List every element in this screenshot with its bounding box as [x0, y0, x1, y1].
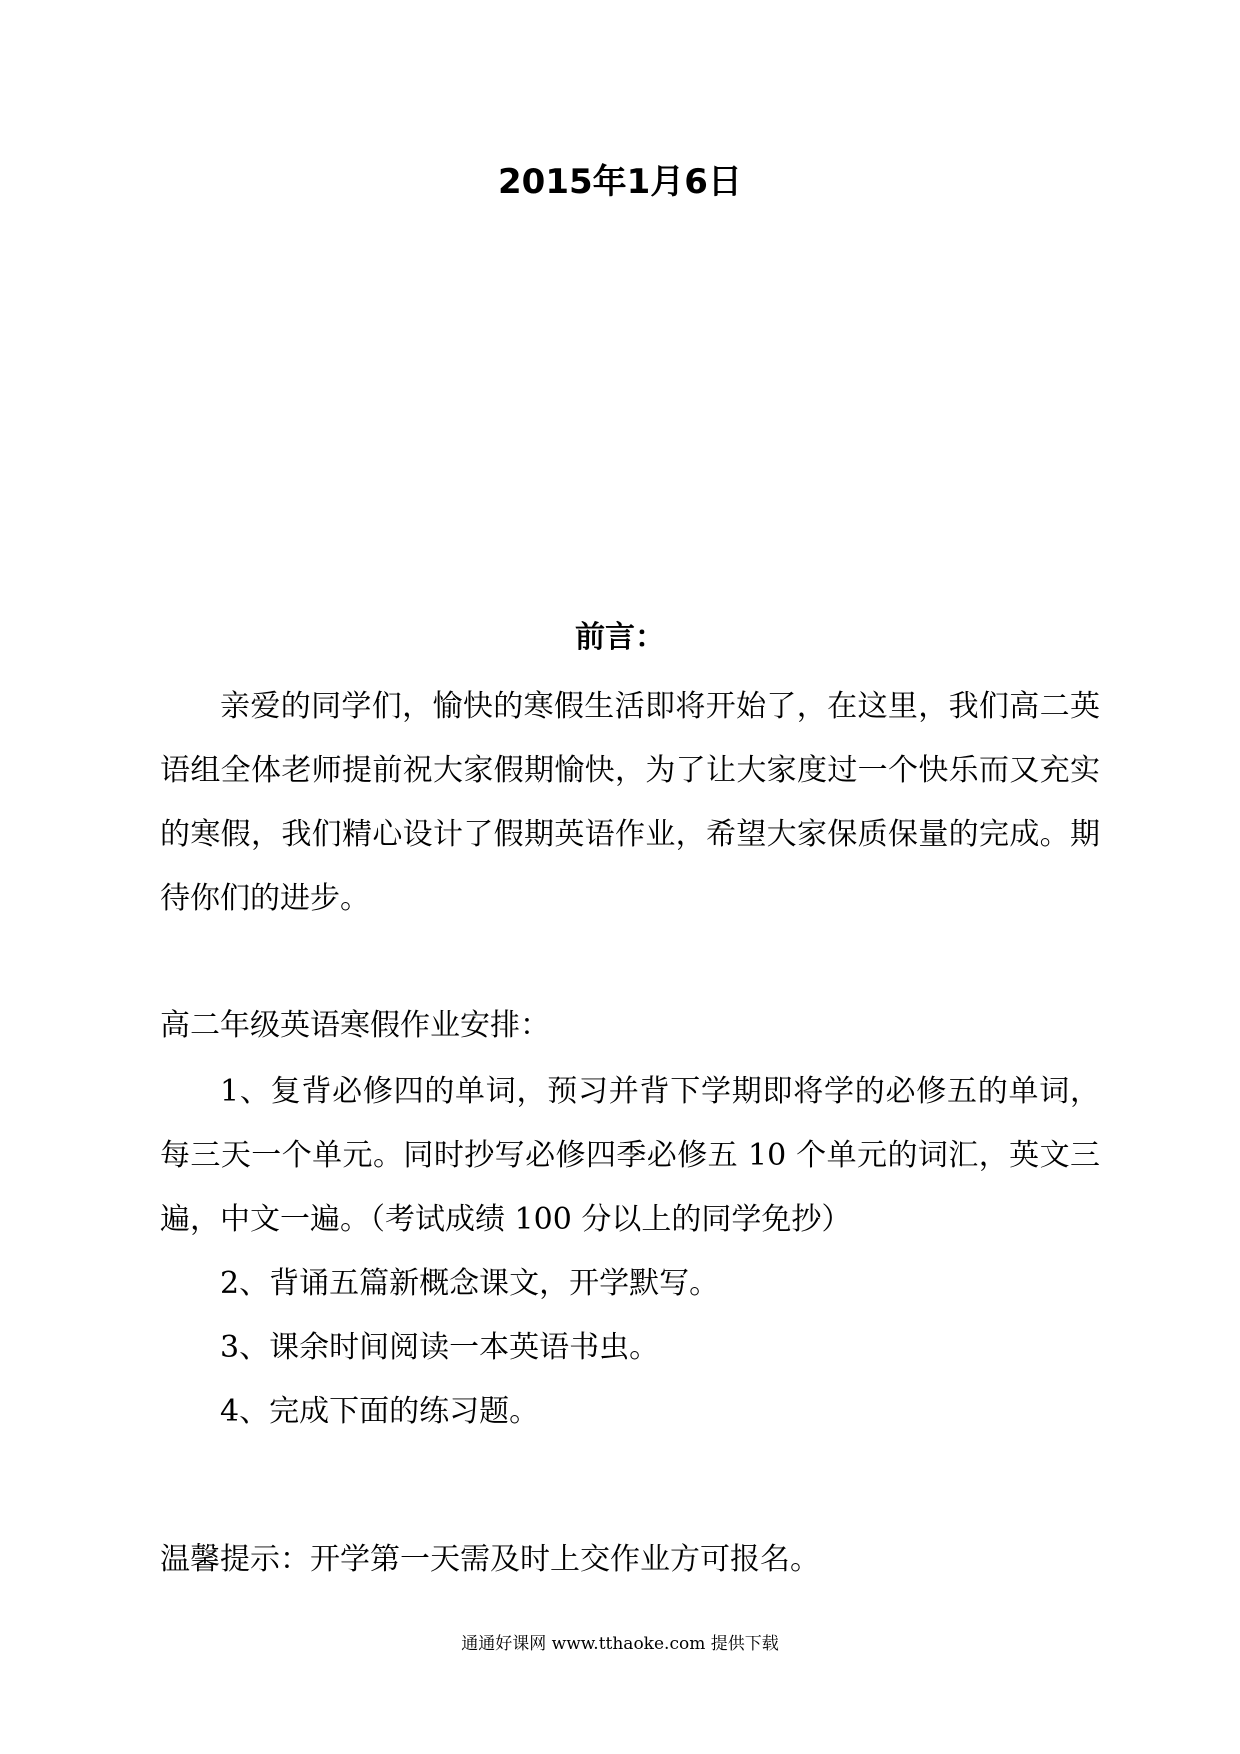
submission-reminder: 温馨提示：开学第一天需及时上交作业方可报名。	[160, 1542, 820, 1577]
preface-title: 前言：	[575, 620, 665, 655]
preface-body: 亲爱的同学们，愉快的寒假生活即将开始了，在这里，我们高二英语组全体老师提前祝大家假期愉快，为了让大家度过一个快乐而又充实的寒假，我们精心设计了假期英语作业，希望大家保质保量的完成。期待你们的进步。	[160, 689, 1100, 916]
homework-plan-list	[160, 1060, 1100, 1444]
homework-item: 2、背诵五篇新概念课文，开学默写。	[220, 1266, 720, 1301]
homework-item: 3、课余时间阅读一本英语书虫。	[220, 1330, 660, 1365]
homework-plan-heading: 高二年级英语寒假作业安排：	[160, 1008, 550, 1043]
download-credit-footer: 通通好课网 www.tthaoke.com 提供下载	[461, 1634, 779, 1654]
homework-item: 4、完成下面的练习题。	[220, 1394, 540, 1429]
document-date: 2015年1月6日	[498, 162, 742, 202]
homework-item: 1、复背必修四的单词，预习并背下学期即将学的必修五的单词，每三天一个单元。同时抄写必修四季必修五 10 个单元的词汇，英文三遍，中文一遍。（考试成绩 100 分以上的同学免抄）	[160, 1074, 1100, 1237]
